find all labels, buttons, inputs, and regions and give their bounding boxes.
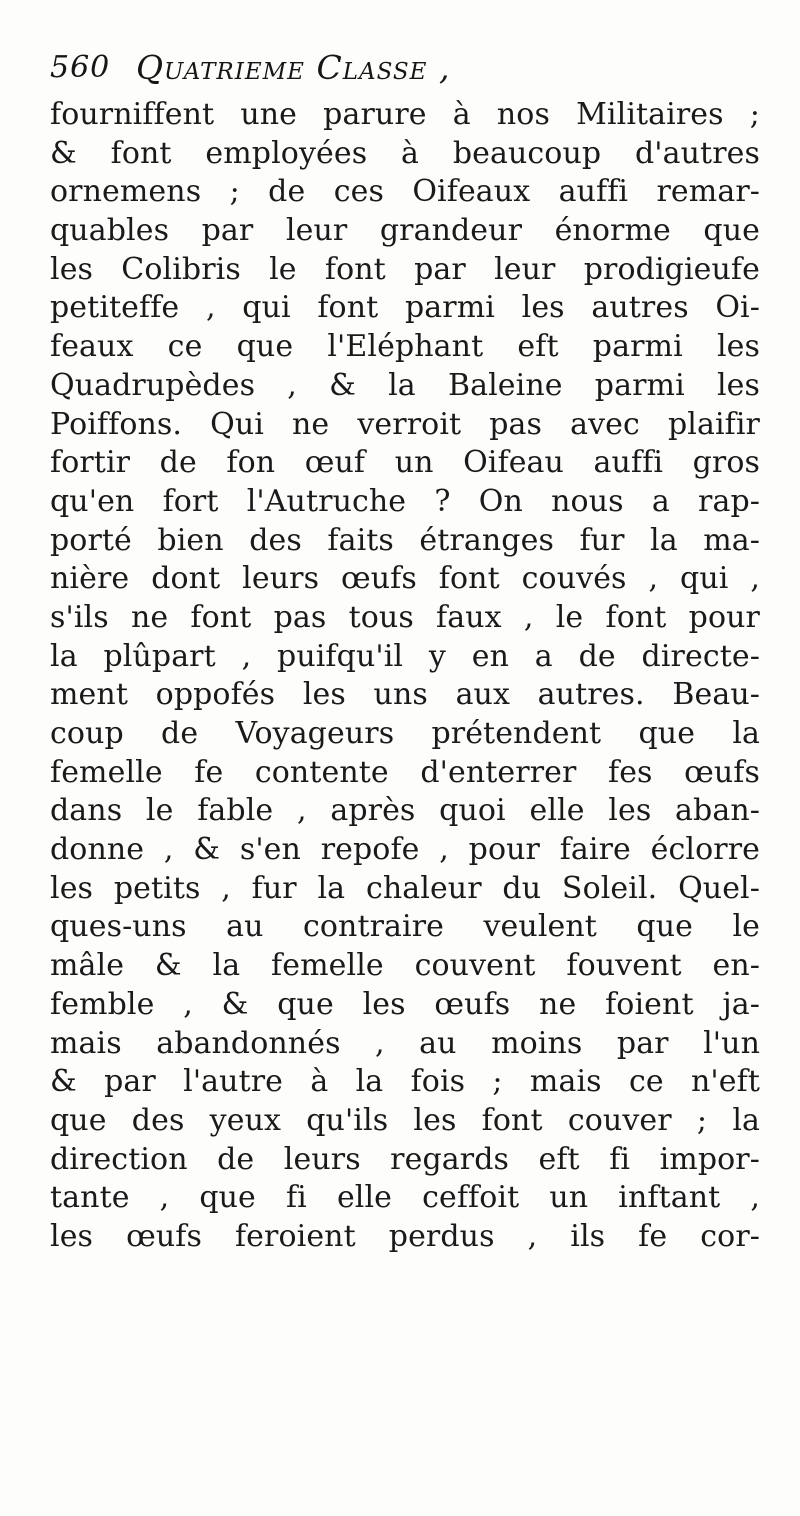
text-line: les œufs feroient perdus , ils fe cor-: [50, 1218, 760, 1254]
text-line: fourniffent une parure à nos Militaires ;: [50, 97, 760, 132]
text-line: mâle & la femelle couvent fouvent en-: [50, 948, 760, 984]
text-line: tante , que fi elle ceffoit un inftant ,: [50, 1180, 760, 1216]
text-line: dans le fable , après quoi elle les aban-: [50, 793, 760, 829]
text-line: ment oppofés les uns aux autres. Beau-: [50, 677, 760, 713]
text-line: Poiffons. Qui ne verroit pas avec plaifir: [50, 406, 760, 442]
text-line: coup de Voyageurs prétendent que la: [50, 716, 760, 751]
text-line: & par l'autre à la fois ; mais ce n'eft: [50, 1064, 760, 1100]
text-line: mais abandonnés , au moins par l'un: [50, 1025, 760, 1061]
page-header: [50, 40, 750, 90]
text-line: femelle fe contente d'enterrer fes œufs: [50, 754, 760, 790]
text-line: & font employées à beaucoup d'autres: [50, 135, 760, 171]
text-line: porté bien des faits étranges fur la ma-: [50, 522, 760, 558]
text-line: femble , & que les œufs ne foient ja-: [50, 986, 760, 1022]
text-line: les Colibris le font par leur prodigieufe: [50, 251, 760, 287]
text-line: ornemens ; de ces Oifeaux auffi remar-: [50, 174, 760, 210]
text-line: nière dont leurs œufs font couvés , qui ,: [50, 561, 760, 597]
text-line: direction de leurs regards eft fi impor-: [50, 1141, 760, 1177]
text-line: donne , & s'en repofe , pour faire éclorre: [50, 832, 760, 868]
text-line: Quadrupèdes , & la Baleine parmi les: [50, 367, 760, 403]
body-text: [50, 96, 760, 1257]
text-line: les petits , fur la chaleur du Soleil. Quel-: [50, 870, 760, 906]
page-number: 560: [50, 50, 111, 85]
text-line: fortir de fon œuf un Oifeau auffi gros: [50, 445, 760, 481]
text-line: la plûpart , puifqu'il y en a de directe-: [50, 638, 760, 674]
text-line: quables par leur grandeur énorme que: [50, 213, 760, 249]
text-line: feaux ce que l'Eléphant eft parmi les: [50, 329, 760, 365]
text-line: que des yeux qu'ils les font couver ; la: [50, 1102, 760, 1138]
text-line: petiteffe , qui font parmi les autres Oi-: [50, 290, 760, 326]
text-line: ques-uns au contraire veulent que le: [50, 909, 760, 945]
running-title: Quatrieme Classe ,: [136, 48, 451, 87]
text-line: qu'en fort l'Autruche ? On nous a rap-: [50, 483, 760, 519]
text-line: s'ils ne font pas tous faux , le font pour: [50, 599, 760, 635]
